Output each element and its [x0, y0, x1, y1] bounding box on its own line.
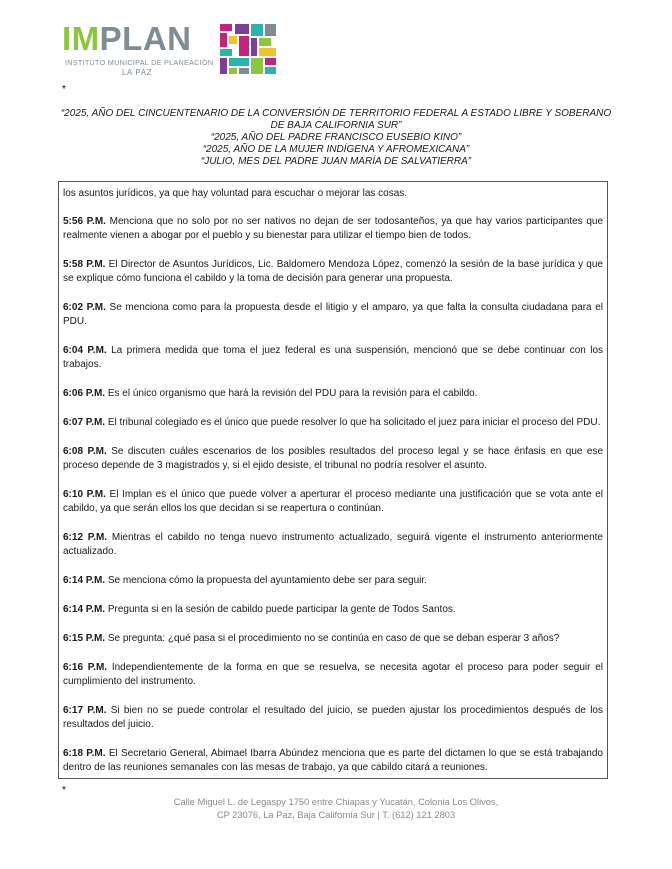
minute-entry: [63, 416, 603, 430]
entry-time: 6:12 P.M.: [63, 532, 108, 543]
entry-text: Se pregunta: ¿qué pasa si el procedimiento no se continúa en caso de que se deban esperar 3 años?: [107, 633, 560, 644]
asterisk-mark: *: [62, 785, 66, 796]
entry-time: 6:14 P.M.: [63, 575, 106, 586]
asterisk-mark: *: [62, 84, 66, 95]
minute-entry: [63, 258, 603, 286]
minute-entry: [63, 531, 603, 559]
entry-time: 6:14 P.M.: [63, 604, 106, 615]
logo-mosaic-icon: [220, 22, 278, 76]
commemorative-header: [60, 108, 612, 168]
minute-entry: [63, 747, 603, 775]
entry-text: El Implan es el único que puede volver a aperturar el proceso mediante una justificación que se vota ante el cabildo, ya que serán ellos los que decidan si se reapertura o continúan.: [63, 489, 604, 514]
minute-entry: [63, 445, 603, 473]
entry-time: 6:15 P.M.: [63, 633, 106, 644]
entry-text: Mientras el cabildo no tenga nuevo instrumento actualizado, seguirá vigente el instrumento anteriormente actualizado.: [63, 532, 603, 557]
entry-time: 6:10 P.M.: [63, 489, 106, 500]
footer-address-line: Calle Miguel L. de Legaspy 1750 entre Chiapas y Yucatán, Colonia Los Olivos,: [173, 797, 499, 807]
entry-time: 6:17 P.M.: [63, 705, 107, 716]
header-line: “2025, AÑO DE LA MUJER INDÍGENA Y AFROMEXICANA”: [202, 144, 470, 155]
entry-time: 6:02 P.M.: [63, 302, 106, 313]
minute-entry: [63, 215, 603, 243]
minute-entry: [63, 387, 603, 401]
implan-logo: [62, 22, 282, 80]
minutes-box: [58, 181, 608, 779]
entry-text: Pregunta si en la sesión de cabildo puede participar la gente de Todos Santos.: [107, 604, 456, 615]
minute-entry: [63, 344, 603, 372]
header-line: “2025, AÑO DEL PADRE FRANCISCO EUSEBIO KINO”: [210, 132, 462, 143]
minute-entry: [63, 661, 603, 689]
entry-text: Es el único organismo que hará la revisión del PDU para la revisión para el cabildo.: [107, 388, 478, 399]
logo-wordmark: IMPLAN: [62, 20, 192, 57]
logo-subtitle: INSTITUTO MUNICIPAL DE PLANEACIÓN: [65, 58, 214, 67]
entry-text: El Director de Asuntos Jurídicos, Lic. Baldomero Mendoza López, comenzó la sesión de la base jurídica y que se explique cómo funciona el cabildo y la toma de decisión para generar una propuesta.: [63, 259, 603, 284]
address-footer: [60, 796, 612, 822]
minute-entry: [63, 603, 603, 617]
entry-text: Se menciona como para la propuesta desde el litigio y el amparo, ya que falta la consulta ciudadana para el PDU.: [63, 302, 603, 327]
entry-text: La primera medida que toma el juez federal es una suspensión, mencionó que se debe continuar con los trabajos.: [63, 345, 604, 370]
entry-text: Menciona que no solo por no ser nativos no dejan de ser todosanteños, ya que hay varios participantes que realmente vienen a abogar por el pueblo y su bienestar para utilizar el tiempo bien de todos.: [63, 216, 604, 241]
entry-time: 6:04 P.M.: [63, 345, 107, 356]
header-line: “JULIO, MES DEL PADRE JUAN MARÍA DE SALVATIERRA”: [200, 156, 472, 167]
entry-time: 6:18 P.M.: [63, 748, 106, 759]
minute-entry: [63, 574, 603, 588]
entry-text: Se menciona cómo la propuesta del ayuntamiento debe ser para seguir.: [107, 575, 427, 586]
entry-time: 6:16 P.M.: [63, 662, 108, 673]
entry-text: Si bien no se puede controlar el resultado del juicio, se pueden ajustar los procedimientos después de los resultados del juicio.: [63, 705, 603, 730]
entry-time: 6:06 P.M.: [63, 388, 106, 399]
entry-time: 5:56 P.M.: [63, 216, 106, 227]
footer-contact-line: CP 23076, La Paz, Baja California Sur | T. (612) 121 2803: [216, 810, 456, 820]
minute-entry: [63, 301, 603, 329]
entry-text: Se discuten cuáles escenarios de los posibles resultados del proceso legal y se hace énfasis en que ese proceso depende de 3 magistrados y, si el ejido desiste, el tribunal no podría resolver el asunto.: [63, 446, 604, 471]
entry-text: El Secretario General, Abimael Ibarra Abúndez menciona que es parte del dictamen lo que se está trabajando dentro de las reuniones semanales con las mesas de trabajo, ya que cabildo citará a reuniones.: [63, 748, 603, 773]
minute-entry: [63, 488, 603, 516]
entry-text: El tribunal colegiado es el único que puede resolver lo que ha solicitado el juez para iniciar el proceso del PDU.: [107, 417, 601, 428]
minute-entry: [63, 632, 603, 646]
entry-time: 6:07 P.M.: [63, 417, 106, 428]
intro-paragraph: los asuntos jurídicos, ya que hay voluntad para escuchar o mejorar las cosas.: [63, 188, 408, 199]
entry-text: Independientemente de la forma en que se resuelva, se necesita agotar el proceso para poder seguir el cumplimiento del instrumento.: [63, 662, 604, 687]
minute-entry: [63, 704, 603, 732]
header-line: “2025, AÑO DEL CINCUENTENARIO DE LA CONVERSIÓN DE TERRITORIO FEDERAL A ESTADO LIBRE Y SOBERANO DE BAJA CALIFORNIA SUR”: [60, 108, 612, 131]
entry-time: 6:08 P.M.: [63, 446, 107, 457]
entry-time: 5:58 P.M.: [63, 259, 106, 270]
logo-city: LA PAZ: [122, 68, 153, 77]
